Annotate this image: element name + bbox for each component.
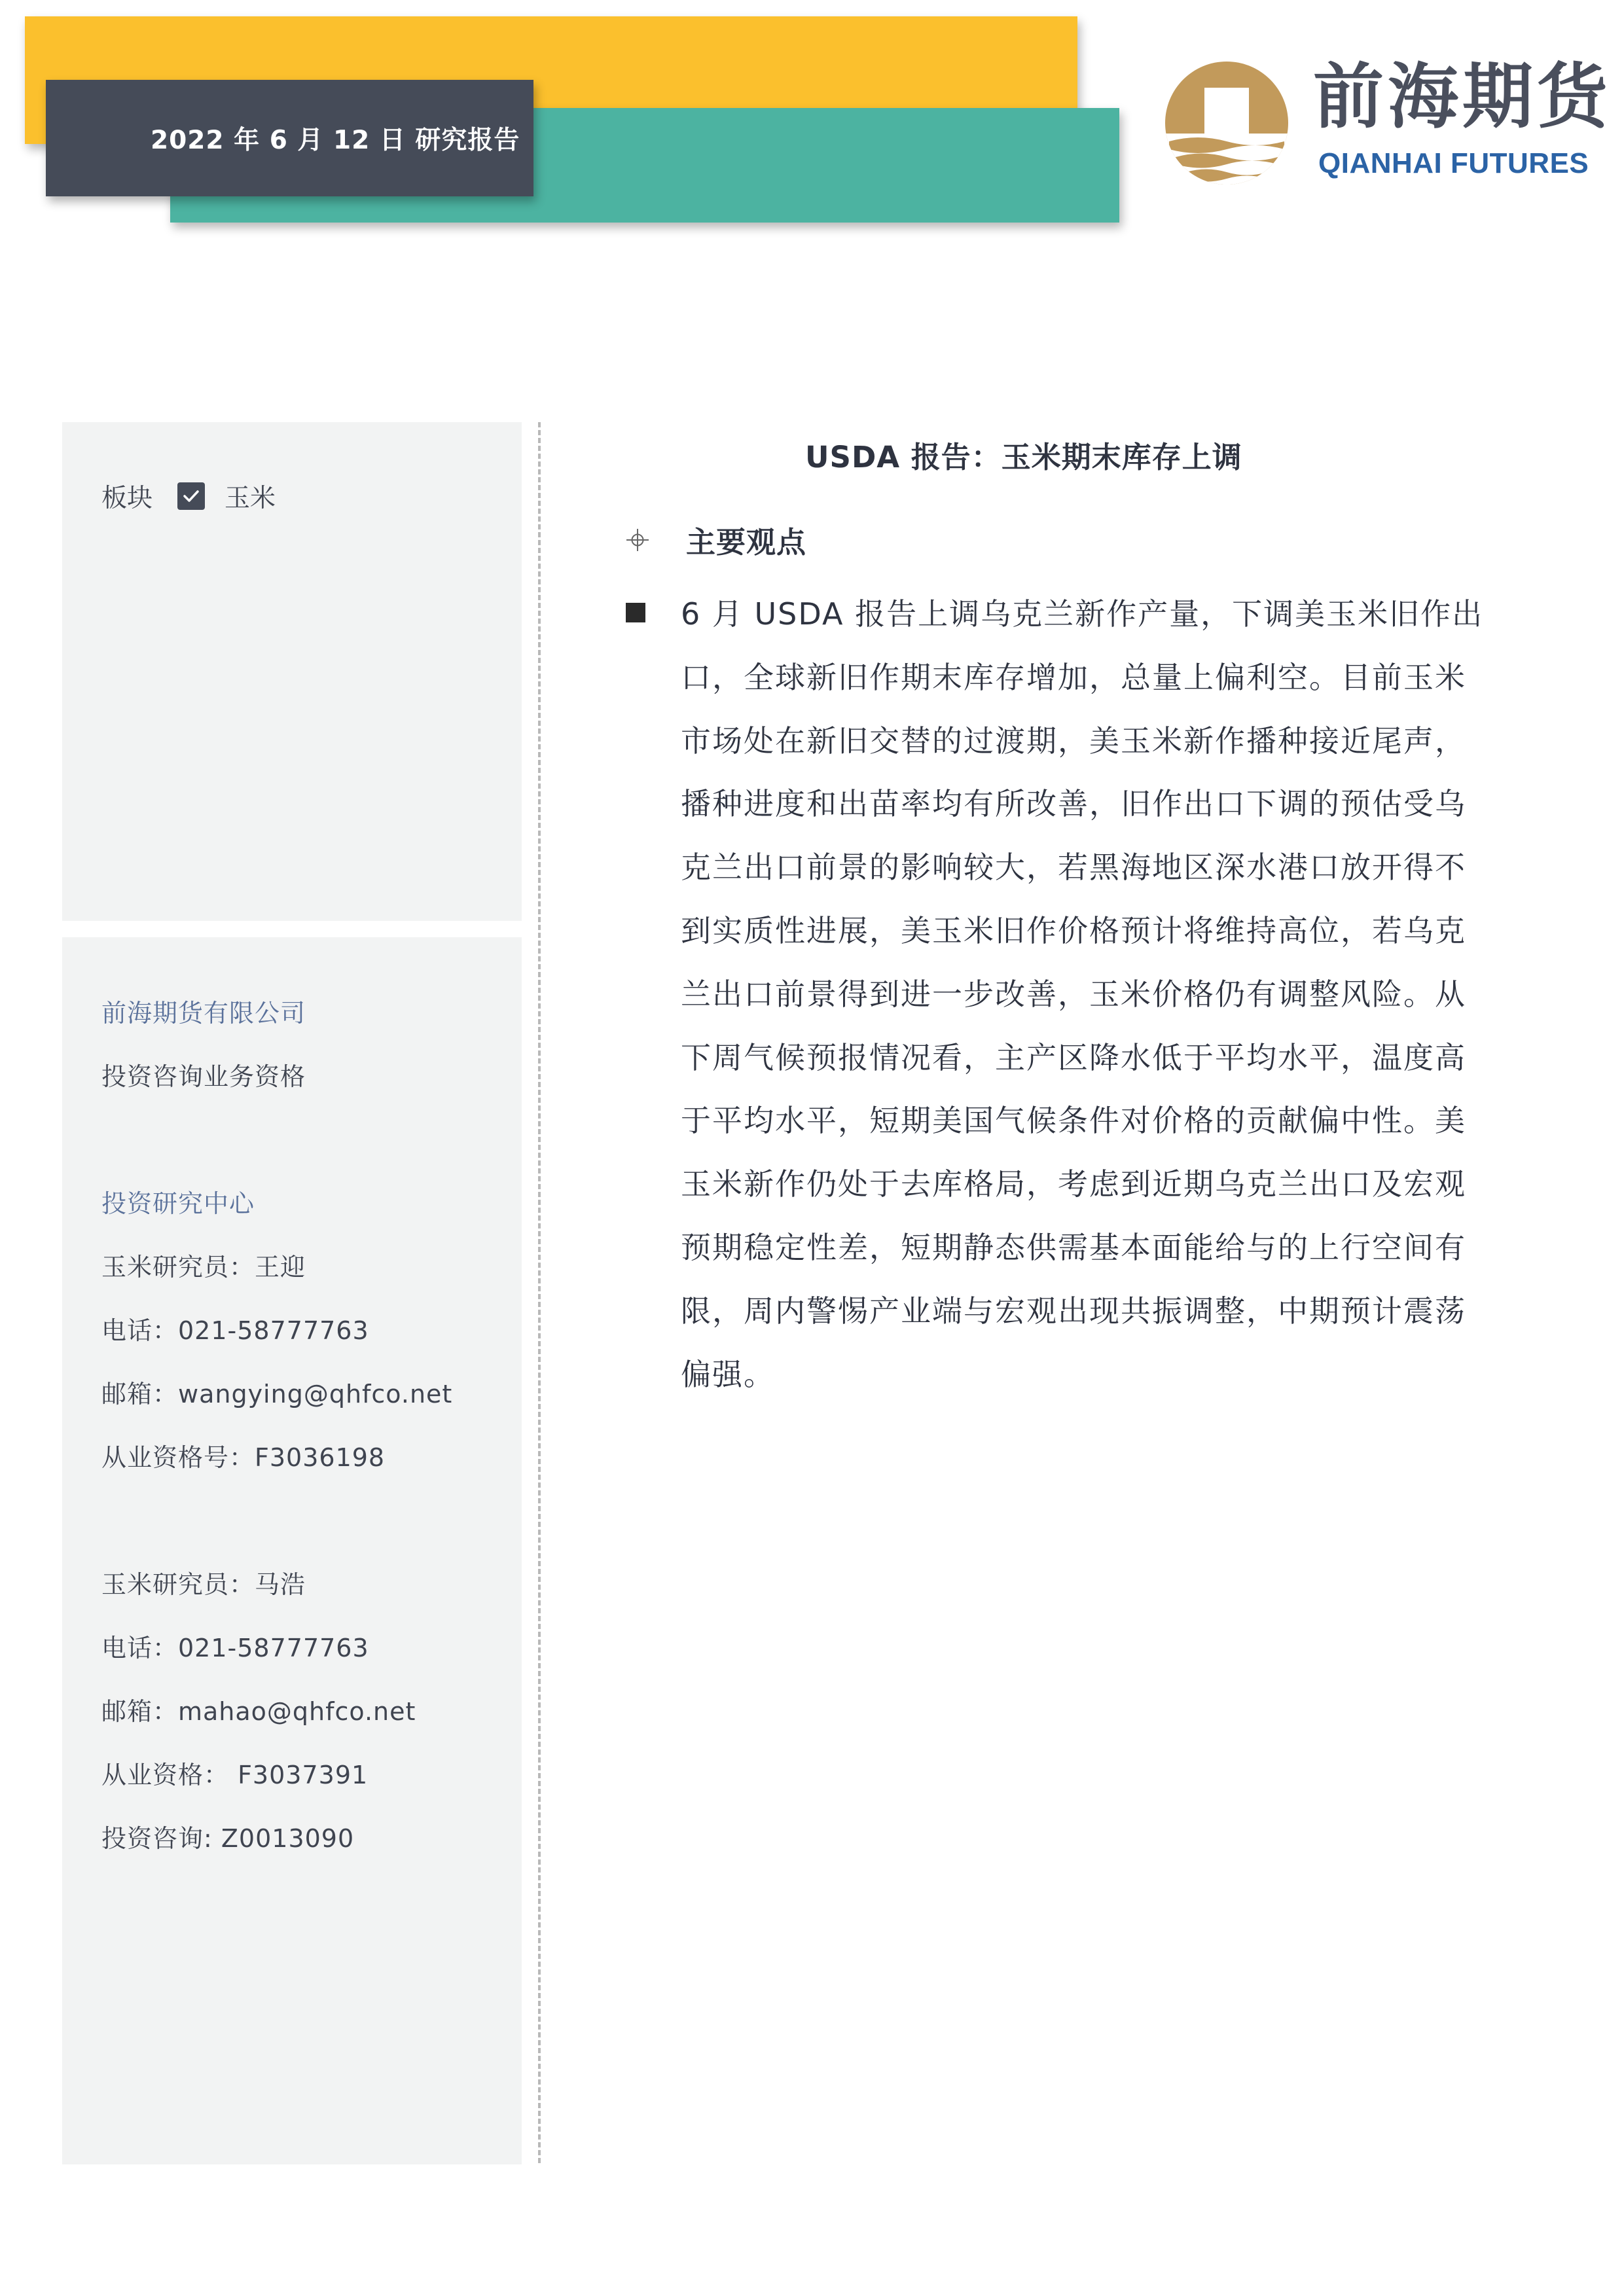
sidebar-sector-panel bbox=[62, 422, 522, 921]
research-center: 投资研究中心 bbox=[101, 1189, 255, 1218]
paragraph-line: 口，全球新旧作期末库存增加，总量上偏利空。目前玉米 bbox=[681, 659, 1466, 695]
paragraph-line: 市场处在新旧交替的过渡期，美玉米新作播种接近尾声， bbox=[681, 723, 1466, 759]
researcher-2-phone: 电话：021-58777763 bbox=[101, 1634, 369, 1662]
paragraph-line: 兰出口前景得到进一步改善，玉米价格仍有调整风险。从 bbox=[681, 976, 1466, 1012]
paragraph-line: 于平均水平，短期美国气候条件对价格的贡献偏中性。美 bbox=[681, 1103, 1466, 1139]
section-heading bbox=[625, 518, 806, 561]
paragraph-line: 限，周内警惕产业端与宏观出现共振调整，中期预计震荡 bbox=[681, 1293, 1466, 1329]
researcher-1-phone: 电话：021-58777763 bbox=[101, 1316, 369, 1345]
researcher-1-email: 邮箱：wangying@qhfco.net bbox=[101, 1380, 453, 1408]
researcher-1-license: 从业资格号：F3036198 bbox=[101, 1443, 386, 1472]
company-name: 前海期货有限公司 bbox=[101, 999, 306, 1028]
qianhai-logo-icon bbox=[1164, 60, 1290, 186]
researcher-1-name: 玉米研究员：王迎 bbox=[101, 1253, 306, 1282]
header-date-banner bbox=[46, 80, 533, 196]
sector-value: 玉米 bbox=[225, 484, 276, 513]
section-title: 主要观点 bbox=[686, 525, 807, 560]
checkbox-checked-icon bbox=[177, 482, 205, 510]
paragraph-line: 玉米新作仍处于去库格局，考虑到近期乌克兰出口及宏观 bbox=[681, 1166, 1466, 1202]
sector-row bbox=[101, 478, 276, 514]
column-divider bbox=[538, 422, 541, 2163]
paragraph-line: 预期稳定性差，短期静态供需基本面能给与的上行空间有 bbox=[681, 1229, 1466, 1265]
paragraph-line: 偏强。 bbox=[681, 1356, 775, 1392]
company-logo bbox=[1164, 56, 1612, 191]
company-qualification: 投资咨询业务资格 bbox=[101, 1062, 306, 1091]
main-viewpoint-paragraph bbox=[681, 583, 1506, 1406]
paragraph-line: 到实质性进展，美玉米旧作价格预计将维持高位，若乌克 bbox=[681, 912, 1466, 948]
sector-label: 板块 bbox=[101, 484, 153, 513]
paragraph-line: 播种进度和出苗率均有所改善，旧作出口下调的预估受乌 bbox=[681, 786, 1466, 822]
logo-english-name: QIANHAI FUTURES bbox=[1318, 147, 1589, 179]
logo-chinese-name: 前海期货 bbox=[1313, 56, 1612, 138]
report-date-label: 2022 年 6 月 12 日 研究报告 bbox=[151, 126, 520, 155]
researcher-2-email: 邮箱：mahao@qhfco.net bbox=[101, 1697, 416, 1726]
paragraph-line: 克兰出口前景的影响较大，若黑海地区深水港口放开得不 bbox=[681, 850, 1466, 886]
report-title: USDA 报告：玉米期末库存上调 bbox=[805, 440, 1242, 475]
paragraph-line: 下周气候预报情况看，主产区降水低于平均水平，温度高 bbox=[681, 1039, 1466, 1075]
paragraph-line: 6 月 USDA 报告上调乌克兰新作产量，下调美玉米旧作出 bbox=[681, 596, 1484, 632]
sidebar-contact-panel bbox=[62, 937, 522, 2164]
crosshair-icon bbox=[625, 528, 650, 552]
researcher-2-consult-license: 投资咨询: Z0013090 bbox=[101, 1824, 355, 1853]
researcher-2-license: 从业资格： F3037391 bbox=[101, 1761, 369, 1789]
bullet-square-icon bbox=[626, 603, 645, 622]
researcher-2-name: 玉米研究员：马浩 bbox=[101, 1570, 306, 1599]
